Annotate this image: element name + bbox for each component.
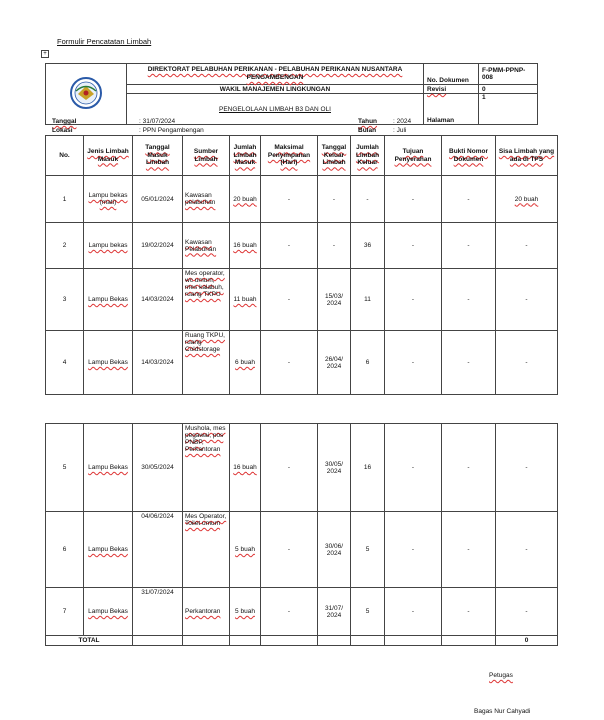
total-value: 0 (496, 636, 558, 646)
col-no: No. (46, 136, 84, 176)
cell-jml-keluar: 36 (351, 223, 385, 269)
lokasi-label: Lokasi (52, 127, 73, 134)
cell-no: 7 (46, 588, 84, 636)
tanggal-value: : 31/07/2024 (139, 118, 176, 125)
lokasi-value: : PPN Pengambengan (139, 127, 204, 134)
cell-jenis: Lampu bekas (84, 223, 133, 269)
cell-sisa: 20 buah (496, 176, 558, 223)
cell-tgl-keluar: 26/04/ 2024 (318, 331, 351, 395)
col-jml-keluar: Jumlah Limbah Keluar (351, 136, 385, 176)
form-title: Formulir Pencatatan Limbah (57, 37, 152, 46)
cell-no: 5 (46, 424, 84, 512)
table-row (46, 424, 558, 512)
cell-jml-keluar: 5 (351, 588, 385, 636)
col-bukti: Bukti Nomor Dokumen (442, 136, 496, 176)
cell-tgl-keluar: 31/07/ 2024 (318, 588, 351, 636)
col-tujuan: Tujuan Penyerahan (385, 136, 442, 176)
cell-sumber: Mes operator, wc umum, mes kalabuh, ruang TKPU (183, 269, 230, 331)
waste-table-page2 (45, 423, 558, 646)
subject: PENGELOLAAN LIMBAH B3 DAN OLI (127, 94, 424, 125)
cell-jml-masuk: 6 buah (230, 331, 261, 395)
cell-jml-masuk: 16 buah (230, 424, 261, 512)
cell-maks: - (261, 223, 318, 269)
table-row (46, 269, 558, 331)
cell-jml-masuk: 11 buah (230, 269, 261, 331)
col-maksimal: Maksimal Penyimpanan (Hari) (261, 136, 318, 176)
cell-jenis: Lampu Bekas (84, 512, 133, 588)
cell-tujuan: - (385, 331, 442, 395)
col-jml-masuk: Jumlah Limbah Masuk (230, 136, 261, 176)
cell-maks: - (261, 588, 318, 636)
cell-tgl-keluar: - (318, 176, 351, 223)
cell-jml-masuk: 20 buah (230, 176, 261, 223)
cell-bukti: - (442, 331, 496, 395)
cell-sisa: - (496, 424, 558, 512)
cell-tujuan: - (385, 588, 442, 636)
cell-tgl-keluar: 15/03/ 2024 (318, 269, 351, 331)
cell-jml-masuk: 5 buah (230, 588, 261, 636)
cell-jenis: Lampu Bekas (84, 331, 133, 395)
cell-sisa: - (496, 331, 558, 395)
col-sumber: Sumber Limbah (183, 136, 230, 176)
col-tgl-masuk: Tanggal Masuk Limbah (133, 136, 183, 176)
total-row (46, 636, 558, 646)
cell-sumber: Kawasan Pelabuhan (183, 223, 230, 269)
ministry-logo-icon (46, 64, 126, 122)
cell-jenis: Lampu Bekas (84, 269, 133, 331)
cell-tgl-keluar: 30/05/ 2024 (318, 424, 351, 512)
officer-name: Bagas Nur Cahyadi (474, 708, 531, 715)
bulan-label: Bulan (358, 127, 377, 134)
tahun-value: : 2024 (393, 118, 412, 125)
cell-tgl-masuk: 31/07/2024 (133, 588, 183, 636)
cell-jml-masuk: 16 buah (230, 223, 261, 269)
cell-bukti: - (442, 269, 496, 331)
cell-maks: - (261, 512, 318, 588)
tahun-label: Tahun (358, 118, 378, 125)
halaman-label: Halaman (424, 94, 479, 125)
cell-maks: - (261, 424, 318, 512)
cell-tgl-masuk: 14/03/2024 (133, 269, 183, 331)
cell-no: 3 (46, 269, 84, 331)
cell-jml-keluar: 16 (351, 424, 385, 512)
cell-bukti: - (442, 512, 496, 588)
cell-bukti: - (442, 223, 496, 269)
col-jenis: Jenis Limbah Masuk (84, 136, 133, 176)
cell-tgl-masuk: 14/03/2024 (133, 331, 183, 395)
col-sisa: Sisa Limbah yang ada di TPS (496, 136, 558, 176)
cell-tujuan: - (385, 424, 442, 512)
cell-maks: - (261, 331, 318, 395)
bulan-value: : Juli (393, 127, 407, 134)
cell-sisa: - (496, 223, 558, 269)
waste-table-page1 (45, 135, 558, 395)
logo-cell (46, 64, 127, 125)
cell-maks: - (261, 269, 318, 331)
cell-maks: - (261, 176, 318, 223)
cell-no: 4 (46, 331, 84, 395)
cell-jml-keluar: 11 (351, 269, 385, 331)
officer-label: Petugas (489, 672, 513, 679)
cell-sisa: - (496, 512, 558, 588)
halaman-value: 1 (479, 94, 538, 125)
cell-bukti: - (442, 588, 496, 636)
cell-tujuan: - (385, 223, 442, 269)
cell-no: 2 (46, 223, 84, 269)
cell-tgl-keluar: - (318, 223, 351, 269)
cell-sumber: Ruang TKPU, ruang Coldstorage (183, 331, 230, 395)
cell-jenis: Lampu bekas (mati) (84, 176, 133, 223)
doc-no-label: No. Dokumen (424, 64, 479, 85)
cell-sisa: - (496, 588, 558, 636)
cell-tgl-masuk: 05/01/2024 (133, 176, 183, 223)
tanggal-label: Tanggal (52, 118, 77, 125)
table-row (46, 176, 558, 223)
cell-jml-keluar: - (351, 176, 385, 223)
cell-tgl-masuk: 04/06/2024 (133, 512, 183, 588)
cell-no: 1 (46, 176, 84, 223)
revisi-value: 0 (479, 85, 538, 94)
total-label: TOTAL (46, 636, 133, 646)
cell-jenis: Lampu Bekas (84, 424, 133, 512)
doc-no-value: F-PMM-PPNP-008 (479, 64, 538, 85)
cell-tgl-keluar: 30/06/ 2024 (318, 512, 351, 588)
cell-no: 6 (46, 512, 84, 588)
cell-jml-masuk: 5 buah (230, 512, 261, 588)
cell-tujuan: - (385, 269, 442, 331)
cell-sumber: Perkantoran (183, 588, 230, 636)
table-row (46, 588, 558, 636)
cell-tgl-masuk: 30/05/2024 (133, 424, 183, 512)
cell-sumber: Kawasan pelabuhan (183, 176, 230, 223)
cell-jml-keluar: 5 (351, 512, 385, 588)
col-tgl-keluar: Tanggal Keluar Limbah (318, 136, 351, 176)
cell-sisa: - (496, 269, 558, 331)
org-line2: WAKIL MANAJEMEN LINGKUNGAN (127, 85, 424, 94)
document-header (45, 63, 538, 125)
cell-tgl-masuk: 19/02/2024 (133, 223, 183, 269)
table-header-row (46, 136, 558, 176)
cell-bukti: - (442, 176, 496, 223)
cell-sumber: Mushola, mes pegawai, pos PNBP, Perkantoran (183, 424, 230, 512)
cell-tujuan: - (385, 512, 442, 588)
revisi-label: Revisi (424, 85, 479, 94)
table-row (46, 223, 558, 269)
table-move-handle-icon[interactable]: + (41, 50, 49, 58)
cell-tujuan: - (385, 176, 442, 223)
cell-jml-keluar: 6 (351, 331, 385, 395)
table-row (46, 512, 558, 588)
org-line1: DIREKTORAT PELABUHAN PERIKANAN - PELABUHAN PERIKANAN NUSANTARA PENGAMBENGAN (127, 64, 424, 85)
table-row (46, 331, 558, 395)
cell-sumber: Mes Operator, Toilet umum (183, 512, 230, 588)
cell-jenis: Lampu Bekas (84, 588, 133, 636)
cell-bukti: - (442, 424, 496, 512)
